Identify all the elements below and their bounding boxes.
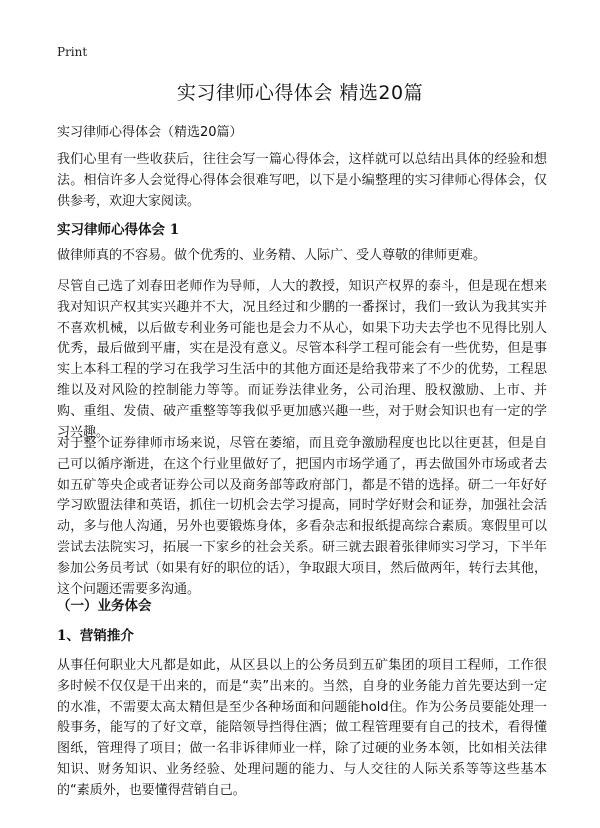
- page-title: 实习律师心得体会 精选20篇: [176, 82, 424, 104]
- section-heading-2: （一）业务体会: [57, 598, 152, 614]
- document-subtitle: 实习律师心得体会（精选20篇）: [57, 125, 243, 140]
- paragraph-3: 对于整个证券律师市场来说，尽管在萎缩，而且竞争激励程度也比以往更甚，但是自己可以循序渐进，在这个行业里做好了，把国内市场学通了，再去做国外市场或者去如五矿等央企或者证券公司以及商务部等政府部门，都是不错的选择。研二一年好好学习欧盟法律和英语，抓住一切机会去学习提高，同时学好财会和证券，加强社会活动，多与他人沟通，另外也要锻炼身体，多看杂志和报纸提高综合素质。寒假里可以尝试去法院实习，拓展一下家乡的社会关系。研三就去跟着张律师实习学习，下半年参加公务员考试（如果有好的职位的话），争取跟大项目，然后做两年，转行去其他，这个问题还需要多沟通。: [57, 436, 547, 597]
- paragraph-1: 做律师真的不容易。做个优秀的、业务精、人际广、受人尊敬的律师更难。: [57, 248, 487, 263]
- paragraph-2: 尽管自己选了刘春田老师作为导师，人大的教授，知识产权界的泰斗，但是现在想来我对知识产权其实兴趣并不大，况且经过和少鹏的一番探讨，我们一致认为我其实并不喜欢机械，以后做专利业务可能也是会力不从心，如果下功夫去学也不见得比别人优秀，最后做到平庸，实在是没有意义。尽管本科学工程可能会有一些优势，但是事实上本科工程的学习在我学习生活中的其他方面还是给我带来了不少的优势，工程思维以及对风险的控制能力等等。而证券法律业务，公司治理、股权激励、上市、并购、重组、发债、破产重整等等我似乎更加感兴趣一些，对于财会知识也有一定的学习兴趣。: [57, 279, 547, 440]
- paragraph-4: 从事任何职业大凡都是如此，从区县以上的公务员到五矿集团的项目工程师，工作很多时候不仅仅是干出来的，而是“卖”出来的。当然，自身的业务能力首先要达到一定的水准，不需要太高太精但是至少各种场面和问题能hold住。作为公务员要能处理一般事务，能写的了好文章，能陪领导挡得住酒；做工程管理要有自己的技术，看得懂图纸，管理得了项目；做一名非诉律师业一样，除了过硬的业务本领，比如相关法律知识、财务知识、业务经验、处理问题的能力、与人交往的人际关系等等这些基本的“素质外，也要懂得营销自己。: [57, 658, 547, 798]
- intro-paragraph: 我们心里有一些收获后，往往会写一篇心得体会，这样就可以总结出具体的经验和想法。相信许多人会觉得心得体会很难写吧，以下是小编整理的实习律师心得体会，仅供参考，欢迎大家阅读。: [57, 152, 547, 209]
- print-label[interactable]: Print: [57, 45, 88, 59]
- section-heading-3: 1、营销推介: [57, 628, 134, 644]
- section-heading-1: 实习律师心得体会 1: [57, 222, 180, 238]
